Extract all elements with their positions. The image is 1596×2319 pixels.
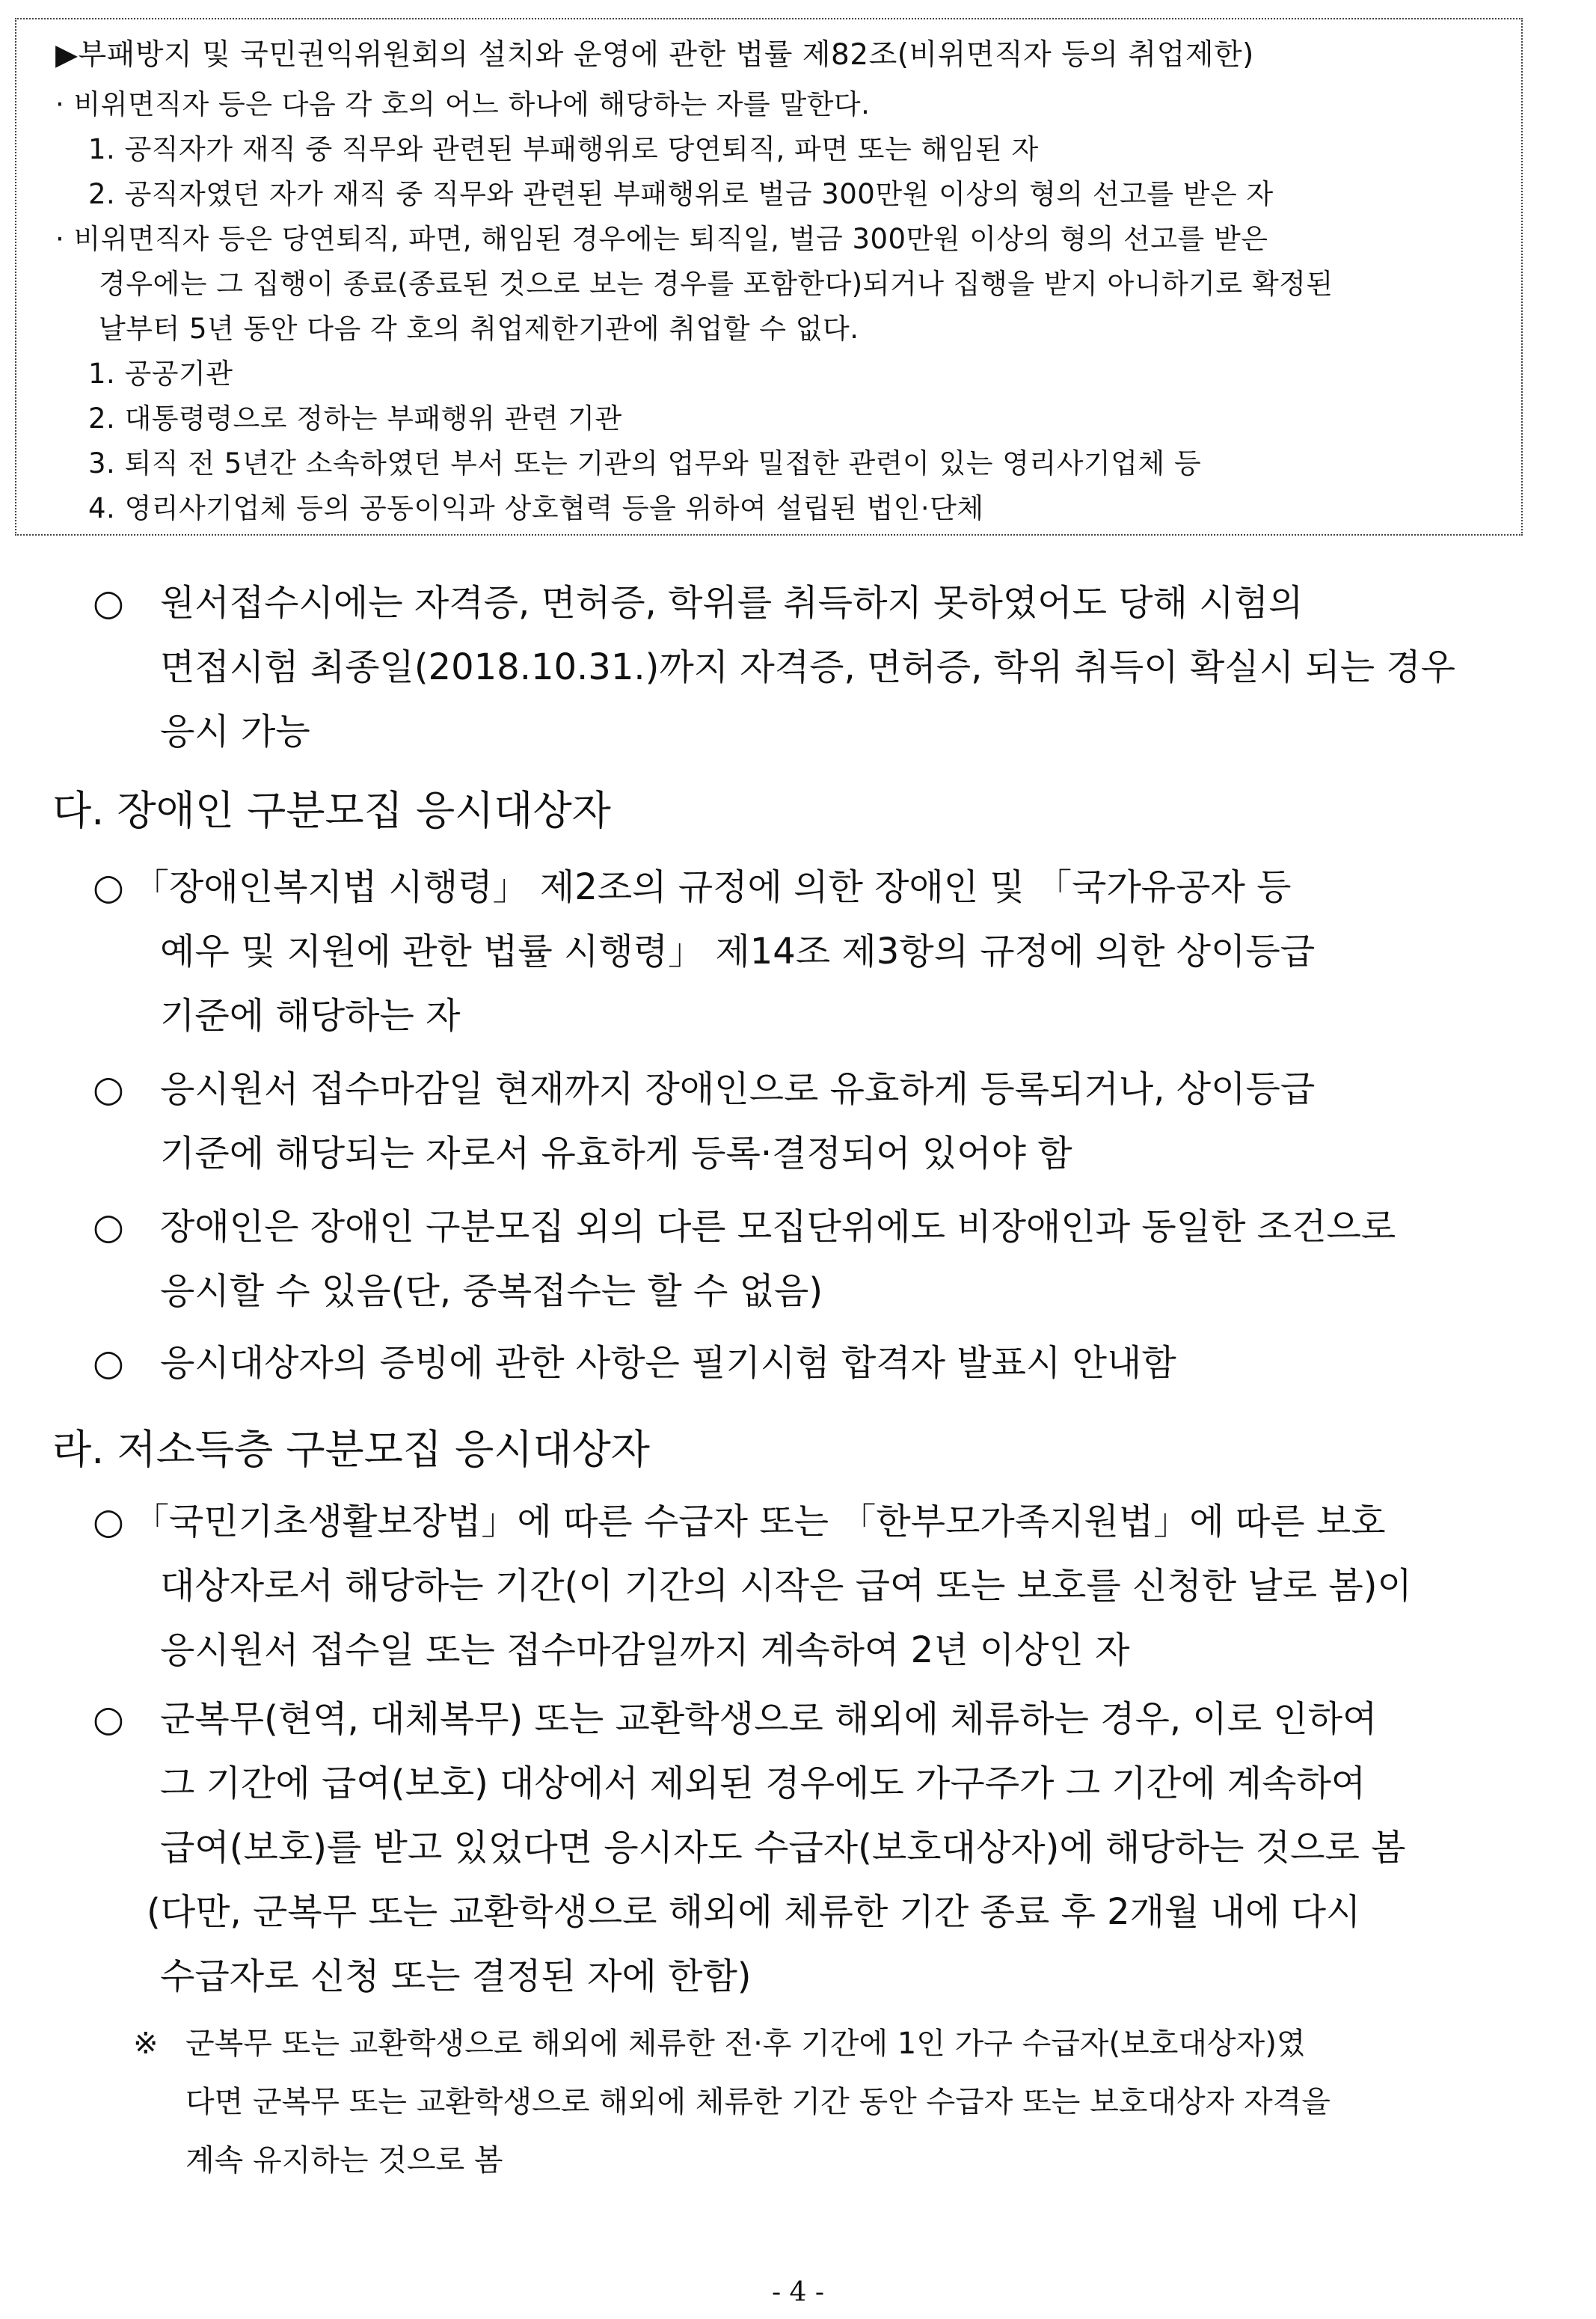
bullet-circle: ○ xyxy=(93,1501,124,1543)
bullet-circle: ○ xyxy=(93,1068,124,1110)
notice-line: 3. 퇴직 전 5년간 소속하였던 부서 또는 기관의 업무와 밀접한 관련이 있는 영리사기업체 등 xyxy=(88,447,1202,480)
item-line: 예우 및 지원에 관한 법률 시행령」 제14조 제3항의 규정에 의한 상이등급 xyxy=(160,931,1316,972)
note-line: 계속 유지하는 것으로 봄 xyxy=(185,2143,503,2178)
item-line: 응시원서 접수마감일 현재까지 장애인으로 유효하게 등록되거나, 상이등급 xyxy=(160,1068,1316,1110)
item-line: 기준에 해당하는 자 xyxy=(160,995,461,1037)
notice-line: 2. 공직자였던 자가 재직 중 직무와 관련된 부패행위로 벌금 300만원 이상의 형의 선고를 받은 자 xyxy=(88,178,1274,210)
item-line: (다만, 군복무 또는 교환학생으로 해외에 체류한 기간 종료 후 2개월 내에 다시 xyxy=(147,1891,1361,1933)
section-heading: 라. 저소득층 구분모집 응시대상자 xyxy=(52,1426,650,1473)
notice-line: 1. 공직자가 재직 중 직무와 관련된 부패행위로 당연퇴직, 파면 또는 해임된 자 xyxy=(88,133,1039,165)
bullet-circle: ○ xyxy=(93,866,124,908)
item-line: 대상자로서 해당하는 기간(이 기간의 시작은 급여 또는 보호를 신청한 날로 봄)이 xyxy=(160,1565,1412,1607)
item-line: 응시할 수 있음(단, 중복접수는 할 수 없음) xyxy=(160,1270,823,1312)
item-line: 그 기간에 급여(보호) 대상에서 제외된 경우에도 가구주가 그 기간에 계속하여 xyxy=(160,1762,1366,1804)
bullet-circle: ○ xyxy=(93,1698,124,1740)
note-mark: ※ xyxy=(133,2027,159,2061)
notice-title: ▶부패방지 및 국민권익위원회의 설치와 운영에 관한 법률 제82조(비위면직자 등의 취업제한) xyxy=(55,38,1254,72)
notice-line: 날부터 5년 동안 다음 각 호의 취업제한기관에 취업할 수 없다. xyxy=(99,313,859,345)
bullet-circle: ○ xyxy=(93,1342,124,1384)
note-line: 다면 군복무 또는 교환학생으로 해외에 체류한 기간 동안 수급자 또는 보호대상자 자격을 xyxy=(185,2085,1330,2119)
page-number: - 4 - xyxy=(771,2277,825,2308)
intro-line: 원서접수시에는 자격증, 면허증, 학위를 취득하지 못하였어도 당해 시험의 xyxy=(160,582,1304,624)
notice-line: 4. 영리사기업체 등의 공동이익과 상호협력 등을 위하여 설립된 법인·단체 xyxy=(88,492,984,524)
intro-line: 면접시험 최종일(2018.10.31.)까지 자격증, 면허증, 학위 취득이 확실시 되는 경우 xyxy=(160,646,1456,688)
notice-line: 경우에는 그 집행이 종료(종료된 것으로 보는 경우를 포함한다)되거나 집행을 받지 아니하기로 확정된 xyxy=(99,268,1333,300)
bullet-circle: ○ xyxy=(93,1206,124,1248)
item-line: 급여(보호)를 받고 있었다면 응시자도 수급자(보호대상자)에 해당하는 것으로 봄 xyxy=(160,1827,1406,1869)
item-line: 응시대상자의 증빙에 관한 사항은 필기시험 합격자 발표시 안내함 xyxy=(160,1342,1176,1384)
note-line: 군복무 또는 교환학생으로 해외에 체류한 전·후 기간에 1인 가구 수급자(보호대상자)였 xyxy=(185,2027,1306,2061)
item-line: 기준에 해당되는 자로서 유효하게 등록·결정되어 있어야 함 xyxy=(160,1133,1072,1174)
bullet-circle: ○ xyxy=(93,582,124,624)
section-heading: 다. 장애인 구분모집 응시대상자 xyxy=(52,787,611,834)
item-line: 「장애인복지법 시행령」 제2조의 규정에 의한 장애인 및 「국가유공자 등 xyxy=(133,866,1292,908)
item-line: 응시원서 접수일 또는 접수마감일까지 계속하여 2년 이상인 자 xyxy=(160,1629,1130,1671)
notice-line: 1. 공공기관 xyxy=(88,358,233,390)
notice-line: · 비위면직자 등은 다음 각 호의 어느 하나에 해당하는 자를 말한다. xyxy=(55,88,871,120)
item-line: 수급자로 신청 또는 결정된 자에 한함) xyxy=(160,1955,752,1997)
item-line: 「국민기초생활보장법」에 따른 수급자 또는 「한부모가족지원법」에 따른 보호 xyxy=(133,1501,1386,1543)
item-line: 군복무(현역, 대체복무) 또는 교환학생으로 해외에 체류하는 경우, 이로 인하여 xyxy=(160,1698,1378,1740)
item-line: 장애인은 장애인 구분모집 외의 다른 모집단위에도 비장애인과 동일한 조건으로 xyxy=(160,1206,1396,1248)
notice-line: · 비위면직자 등은 당연퇴직, 파면, 해임된 경우에는 퇴직일, 벌금 300만원 이상의 형의 선고를 받은 xyxy=(55,223,1268,255)
notice-line: 2. 대통령령으로 정하는 부패행위 관련 기관 xyxy=(88,402,622,435)
intro-line: 응시 가능 xyxy=(160,711,310,753)
notice-box xyxy=(15,18,1523,536)
